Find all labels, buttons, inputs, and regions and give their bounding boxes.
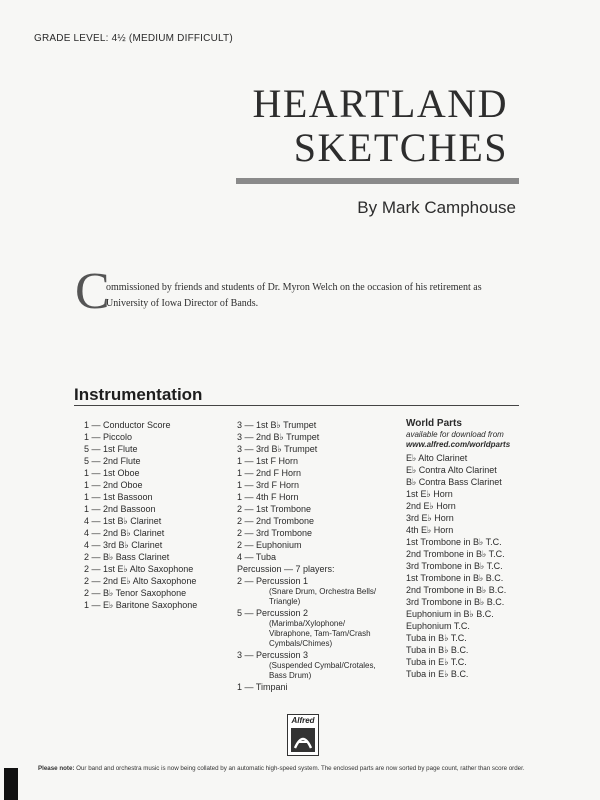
world-part-item: Tuba in B♭ T.C. (406, 633, 467, 643)
instrument-item: 1 — 2nd Oboe (84, 480, 143, 490)
world-part-item: 3rd Trombone in B♭ B.C. (406, 597, 505, 607)
alfred-logo (287, 714, 319, 756)
instrument-item: 1 — 4th F Horn (237, 492, 299, 502)
composer-credit: By Mark Camphouse (357, 198, 516, 217)
instrument-item: 1 — Timpani (237, 682, 288, 692)
instrument-item: 3 — Percussion 3 (237, 650, 309, 660)
grade-level: GRADE LEVEL: 4½ (MEDIUM DIFFICULT) (34, 33, 233, 44)
instrumentation-heading: Instrumentation (74, 385, 203, 404)
world-part-item: B♭ Contra Bass Clarinet (406, 477, 502, 487)
instrument-item: Percussion — 7 players: (237, 564, 335, 574)
instrument-item: 1 — E♭ Baritone Saxophone (84, 600, 198, 610)
instrument-item: 5 — 1st Flute (84, 444, 138, 454)
title-underline-rule (236, 178, 519, 184)
percussion-note: (Snare Drum, Orchestra Bells/ (269, 587, 377, 596)
instrument-item: 2 — 1st Trombone (237, 504, 312, 514)
world-part-item: E♭ Alto Clarinet (406, 453, 468, 463)
instrument-item: 2 — 3rd Trombone (237, 528, 313, 538)
instrument-item: 1 — 3rd F Horn (237, 480, 300, 490)
world-part-item: E♭ Contra Alto Clarinet (406, 465, 497, 475)
title-line-2: SKETCHES (293, 125, 508, 170)
percussion-note: Cymbals/Chimes) (269, 639, 333, 648)
world-part-item: 1st Trombone in B♭ T.C. (406, 537, 502, 547)
instrumentation-rule (74, 405, 519, 406)
world-part-item: 2nd Trombone in B♭ T.C. (406, 549, 505, 559)
commission-text: ommissioned by friends and students of Dr. Myron Welch on the occasion of his retirement as University of Iowa Director of Bands. (106, 282, 482, 309)
instrument-item: 1 — Conductor Score (84, 420, 171, 430)
instrument-list-woodwinds (84, 419, 197, 611)
percussion-note: Triangle) (269, 597, 301, 606)
world-part-item: 4th E♭ Horn (406, 525, 454, 535)
instrument-item: 1 — 2nd F Horn (237, 468, 302, 478)
instrument-item: 4 — 3rd B♭ Clarinet (84, 540, 163, 550)
world-parts-subtitle: available for download from (406, 430, 504, 439)
instrument-item: 4 — Tuba (237, 552, 277, 562)
logo-mark-icon (291, 728, 315, 752)
world-part-item: 3rd E♭ Horn (406, 513, 454, 523)
commission-paragraph (75, 263, 525, 320)
world-part-item: Euphonium T.C. (406, 621, 470, 631)
world-part-item: 2nd E♭ Horn (406, 501, 456, 511)
title-line-1: HEARTLAND (252, 81, 508, 126)
instrument-item: 2 — 1st E♭ Alto Saxophone (84, 564, 194, 574)
instrument-item: 3 — 3rd B♭ Trumpet (237, 444, 318, 454)
instrument-item: 2 — B♭ Tenor Saxophone (84, 588, 187, 598)
instrument-item: 4 — 2nd B♭ Clarinet (84, 528, 165, 538)
world-part-item: Tuba in B♭ B.C. (406, 645, 469, 655)
instrument-list-brass-percussion (237, 419, 376, 693)
instrument-item: 2 — Percussion 1 (237, 576, 309, 586)
instrument-item: 2 — B♭ Bass Clarinet (84, 552, 170, 562)
percussion-note: (Suspended Cymbal/Crotales, (269, 661, 376, 670)
world-parts-url[interactable]: www.alfred.com/worldparts (406, 440, 511, 449)
world-part-item: 2nd Trombone in B♭ B.C. (406, 585, 507, 595)
note-text: Our band and orchestra music is now being collated by an automatic high-speed system. The enclosed parts are now sorted by page count, rather than score order. (74, 765, 525, 772)
drop-cap: C (75, 263, 110, 320)
instrument-item: 1 — 2nd Bassoon (84, 504, 156, 514)
world-part-item: Tuba in E♭ T.C. (406, 657, 467, 667)
world-part-item: 1st Trombone in B♭ B.C. (406, 573, 504, 583)
instrument-item: 2 — Euphonium (237, 540, 302, 550)
percussion-note: (Marimba/Xylophone/ (269, 619, 346, 628)
instrument-item: 2 — 2nd Trombone (237, 516, 315, 526)
world-part-item: Tuba in E♭ B.C. (406, 669, 469, 679)
instrument-item: 5 — Percussion 2 (237, 608, 309, 618)
percussion-note: Vibraphone, Tam-Tam/Crash (269, 629, 371, 638)
instrument-item: 1 — 1st Bassoon (84, 492, 153, 502)
instrument-item: 1 — Piccolo (84, 432, 133, 442)
world-part-item: Euphonium in B♭ B.C. (406, 609, 494, 619)
instrument-item: 1 — 1st F Horn (237, 456, 299, 466)
percussion-note: Bass Drum) (269, 671, 312, 680)
instrument-item: 4 — 1st B♭ Clarinet (84, 516, 162, 526)
world-part-item: 3rd Trombone in B♭ T.C. (406, 561, 503, 571)
instrument-item: 2 — 2nd E♭ Alto Saxophone (84, 576, 197, 586)
bottom-edge-bar (4, 768, 18, 800)
world-part-item: 1st E♭ Horn (406, 489, 453, 499)
logo-text: Alfred (291, 716, 315, 725)
instrument-item: 5 — 2nd Flute (84, 456, 141, 466)
collation-note (38, 765, 578, 772)
world-parts-items (406, 452, 510, 680)
world-parts-list (406, 417, 510, 680)
instrument-item: 3 — 1st B♭ Trumpet (237, 420, 317, 430)
world-parts-title: World Parts (406, 418, 462, 429)
instrument-item: 3 — 2nd B♭ Trumpet (237, 432, 320, 442)
note-label: Please note: (38, 765, 75, 772)
instrument-item: 1 — 1st Oboe (84, 468, 140, 478)
